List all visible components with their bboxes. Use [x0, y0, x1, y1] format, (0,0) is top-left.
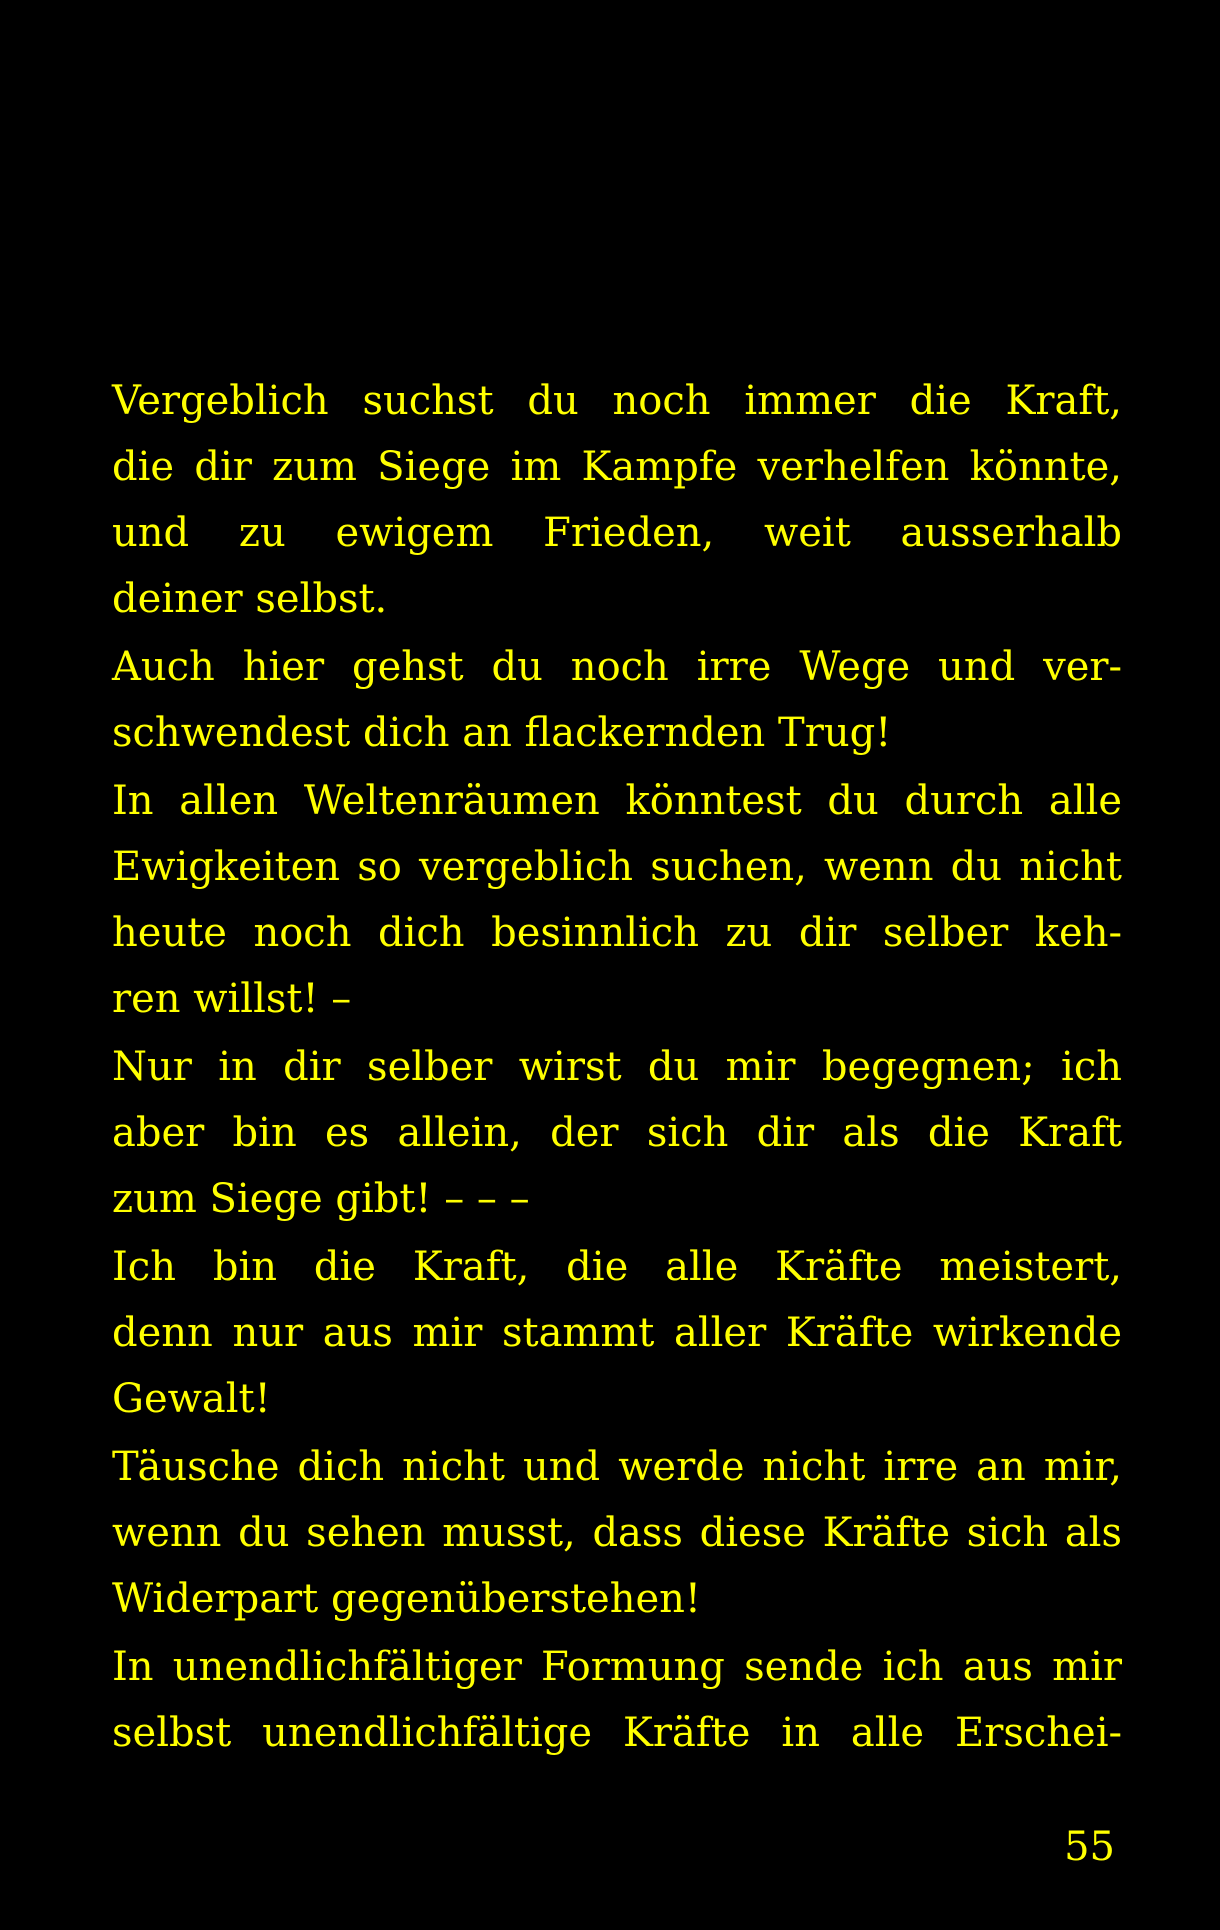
text-line-8: Ewigkeiten so vergeblich suchen, wenn du nicht: [112, 844, 1122, 890]
text-line-21: selbst unendlichfältige Kräfte in alle Erschei-: [112, 1710, 1122, 1756]
text-line-4: deiner selbst.: [112, 576, 388, 622]
text-line-3: und zu ewigem Frieden, weit ausserhalb: [112, 510, 1122, 556]
text-line-10: ren willst! –: [112, 976, 352, 1022]
text-line-17: Täusche dich nicht und werde nicht irre an mir,: [112, 1444, 1122, 1490]
text-line-16: Gewalt!: [112, 1376, 271, 1422]
text-line-5: Auch hier gehst du noch irre Wege und ver-: [112, 644, 1122, 690]
text-line-9: heute noch dich besinnlich zu dir selber keh-: [112, 910, 1122, 956]
text-line-6: schwendest dich an flackernden Trug!: [112, 710, 892, 756]
text-line-11: Nur in dir selber wirst du mir begegnen; ich: [112, 1044, 1122, 1090]
text-line-20: In unendlichfältiger Formung sende ich aus mir: [112, 1644, 1122, 1690]
text-line-2: die dir zum Siege im Kampfe verhelfen könnte,: [112, 444, 1122, 490]
page-number: 55: [1064, 1824, 1115, 1870]
text-line-19: Widerpart gegenüberstehen!: [112, 1576, 701, 1622]
text-line-14: Ich bin die Kraft, die alle Kräfte meistert,: [112, 1244, 1122, 1290]
text-line-1: Vergeblich suchst du noch immer die Kraft,: [112, 378, 1122, 424]
text-line-18: wenn du sehen musst, dass diese Kräfte sich als: [112, 1510, 1122, 1556]
text-line-13: zum Siege gibt! – – –: [112, 1176, 530, 1222]
text-line-12: aber bin es allein, der sich dir als die Kraft: [112, 1110, 1122, 1156]
text-line-7: In allen Weltenräumen könntest du durch alle: [112, 778, 1122, 824]
text-line-15: denn nur aus mir stammt aller Kräfte wirkende: [112, 1310, 1122, 1356]
